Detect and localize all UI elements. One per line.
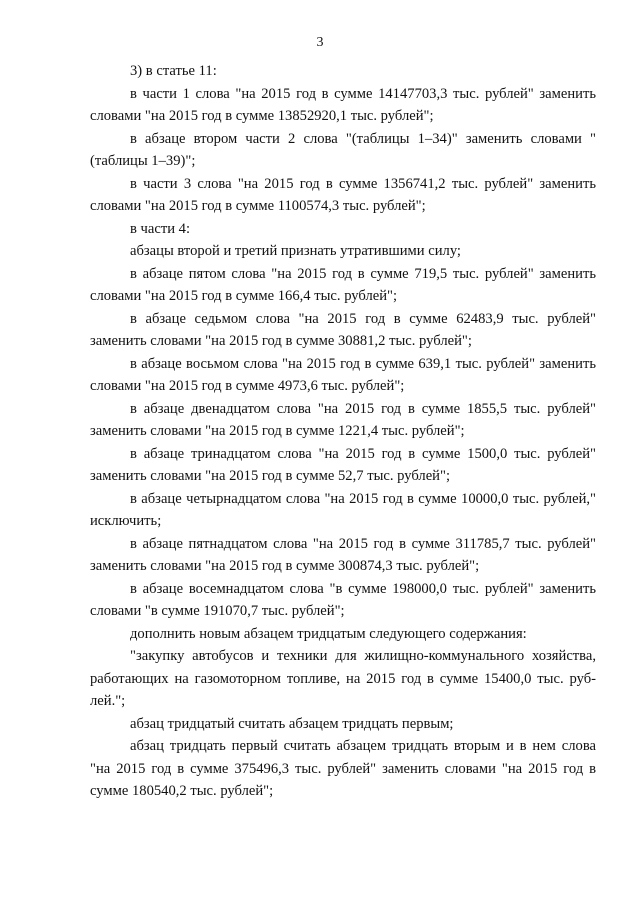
- paragraph: в абзаце четырнадцатом слова "на 2015 год в сумме 10000,0 тыс. рублей," исключить;: [90, 490, 596, 529]
- paragraph: в абзаце двенадцатом слова "на 2015 год в сумме 1855,5 тыс. рублей" заменить словами "на 2015 год в сумме 1221,4 тыс. рублей";: [90, 400, 596, 439]
- document-body: [90, 60, 596, 803]
- paragraph: в абзаце втором части 2 слова "(таблицы 1–34)" заменить словами "(таблицы 1–39)";: [90, 130, 596, 169]
- paragraph: абзац тридцатый считать абзацем тридцать первым;: [130, 715, 454, 732]
- paragraph: в части 1 слова "на 2015 год в сумме 14147703,3 тыс. рублей" заменить словами "на 2015 год в сумме 13852920,1 тыс. рублей";: [90, 85, 596, 124]
- paragraph: в абзаце восьмом слова "на 2015 год в сумме 639,1 тыс. рублей" заменить словами "на 2015 год в сумме 4973,6 тыс. рублей";: [90, 355, 596, 394]
- paragraph: "закупку автобусов и техники для жилищно-коммунального хозяйства, работающих на газомоторном топливе, на 2015 год в сумме 15400,0 тыс. рублей.";: [90, 648, 596, 709]
- paragraph: абзац тридцать первый считать абзацем тридцать вторым и в нем слова "на 2015 год в сумме 375496,3 тыс. рублей" заменить словами "на 2015 год в сумме 180540,2 тыс. рублей";: [90, 738, 596, 799]
- page-number: 3: [316, 35, 324, 50]
- paragraph: дополнить новым абзацем тридцатым следующего содержания:: [130, 625, 527, 642]
- paragraph: в абзаце тринадцатом слова "на 2015 год в сумме 1500,0 тыс. рублей" заменить словами "на 2015 год в сумме 52,7 тыс. рублей";: [90, 445, 596, 484]
- paragraph: в абзаце седьмом слова "на 2015 год в сумме 62483,9 тыс. рублей" заменить словами "на 2015 год в сумме 30881,2 тыс. рублей";: [90, 310, 596, 349]
- paragraph: абзацы второй и третий признать утратившими силу;: [130, 243, 461, 259]
- paragraph: в абзаце пятнадцатом слова "на 2015 год в сумме 311785,7 тыс. рублей" заменить словами "на 2015 год в сумме 300874,3 тыс. рублей";: [90, 535, 596, 574]
- paragraph: в абзаце восемнадцатом слова "в сумме 198000,0 тыс. рублей" заменить словами "в сумме 191070,7 тыс. рублей";: [90, 580, 596, 619]
- paragraph: в абзаце пятом слова "на 2015 год в сумме 719,5 тыс. рублей" заменить словами "на 2015 год в сумме 166,4 тыс. рублей";: [90, 265, 596, 304]
- paragraph: в части 4:: [130, 220, 191, 237]
- paragraph: 3) в статье 11:: [130, 63, 217, 79]
- paragraph: в части 3 слова "на 2015 год в сумме 1356741,2 тыс. рублей" заменить словами "на 2015 год в сумме 1100574,3 тыс. рублей";: [90, 175, 596, 214]
